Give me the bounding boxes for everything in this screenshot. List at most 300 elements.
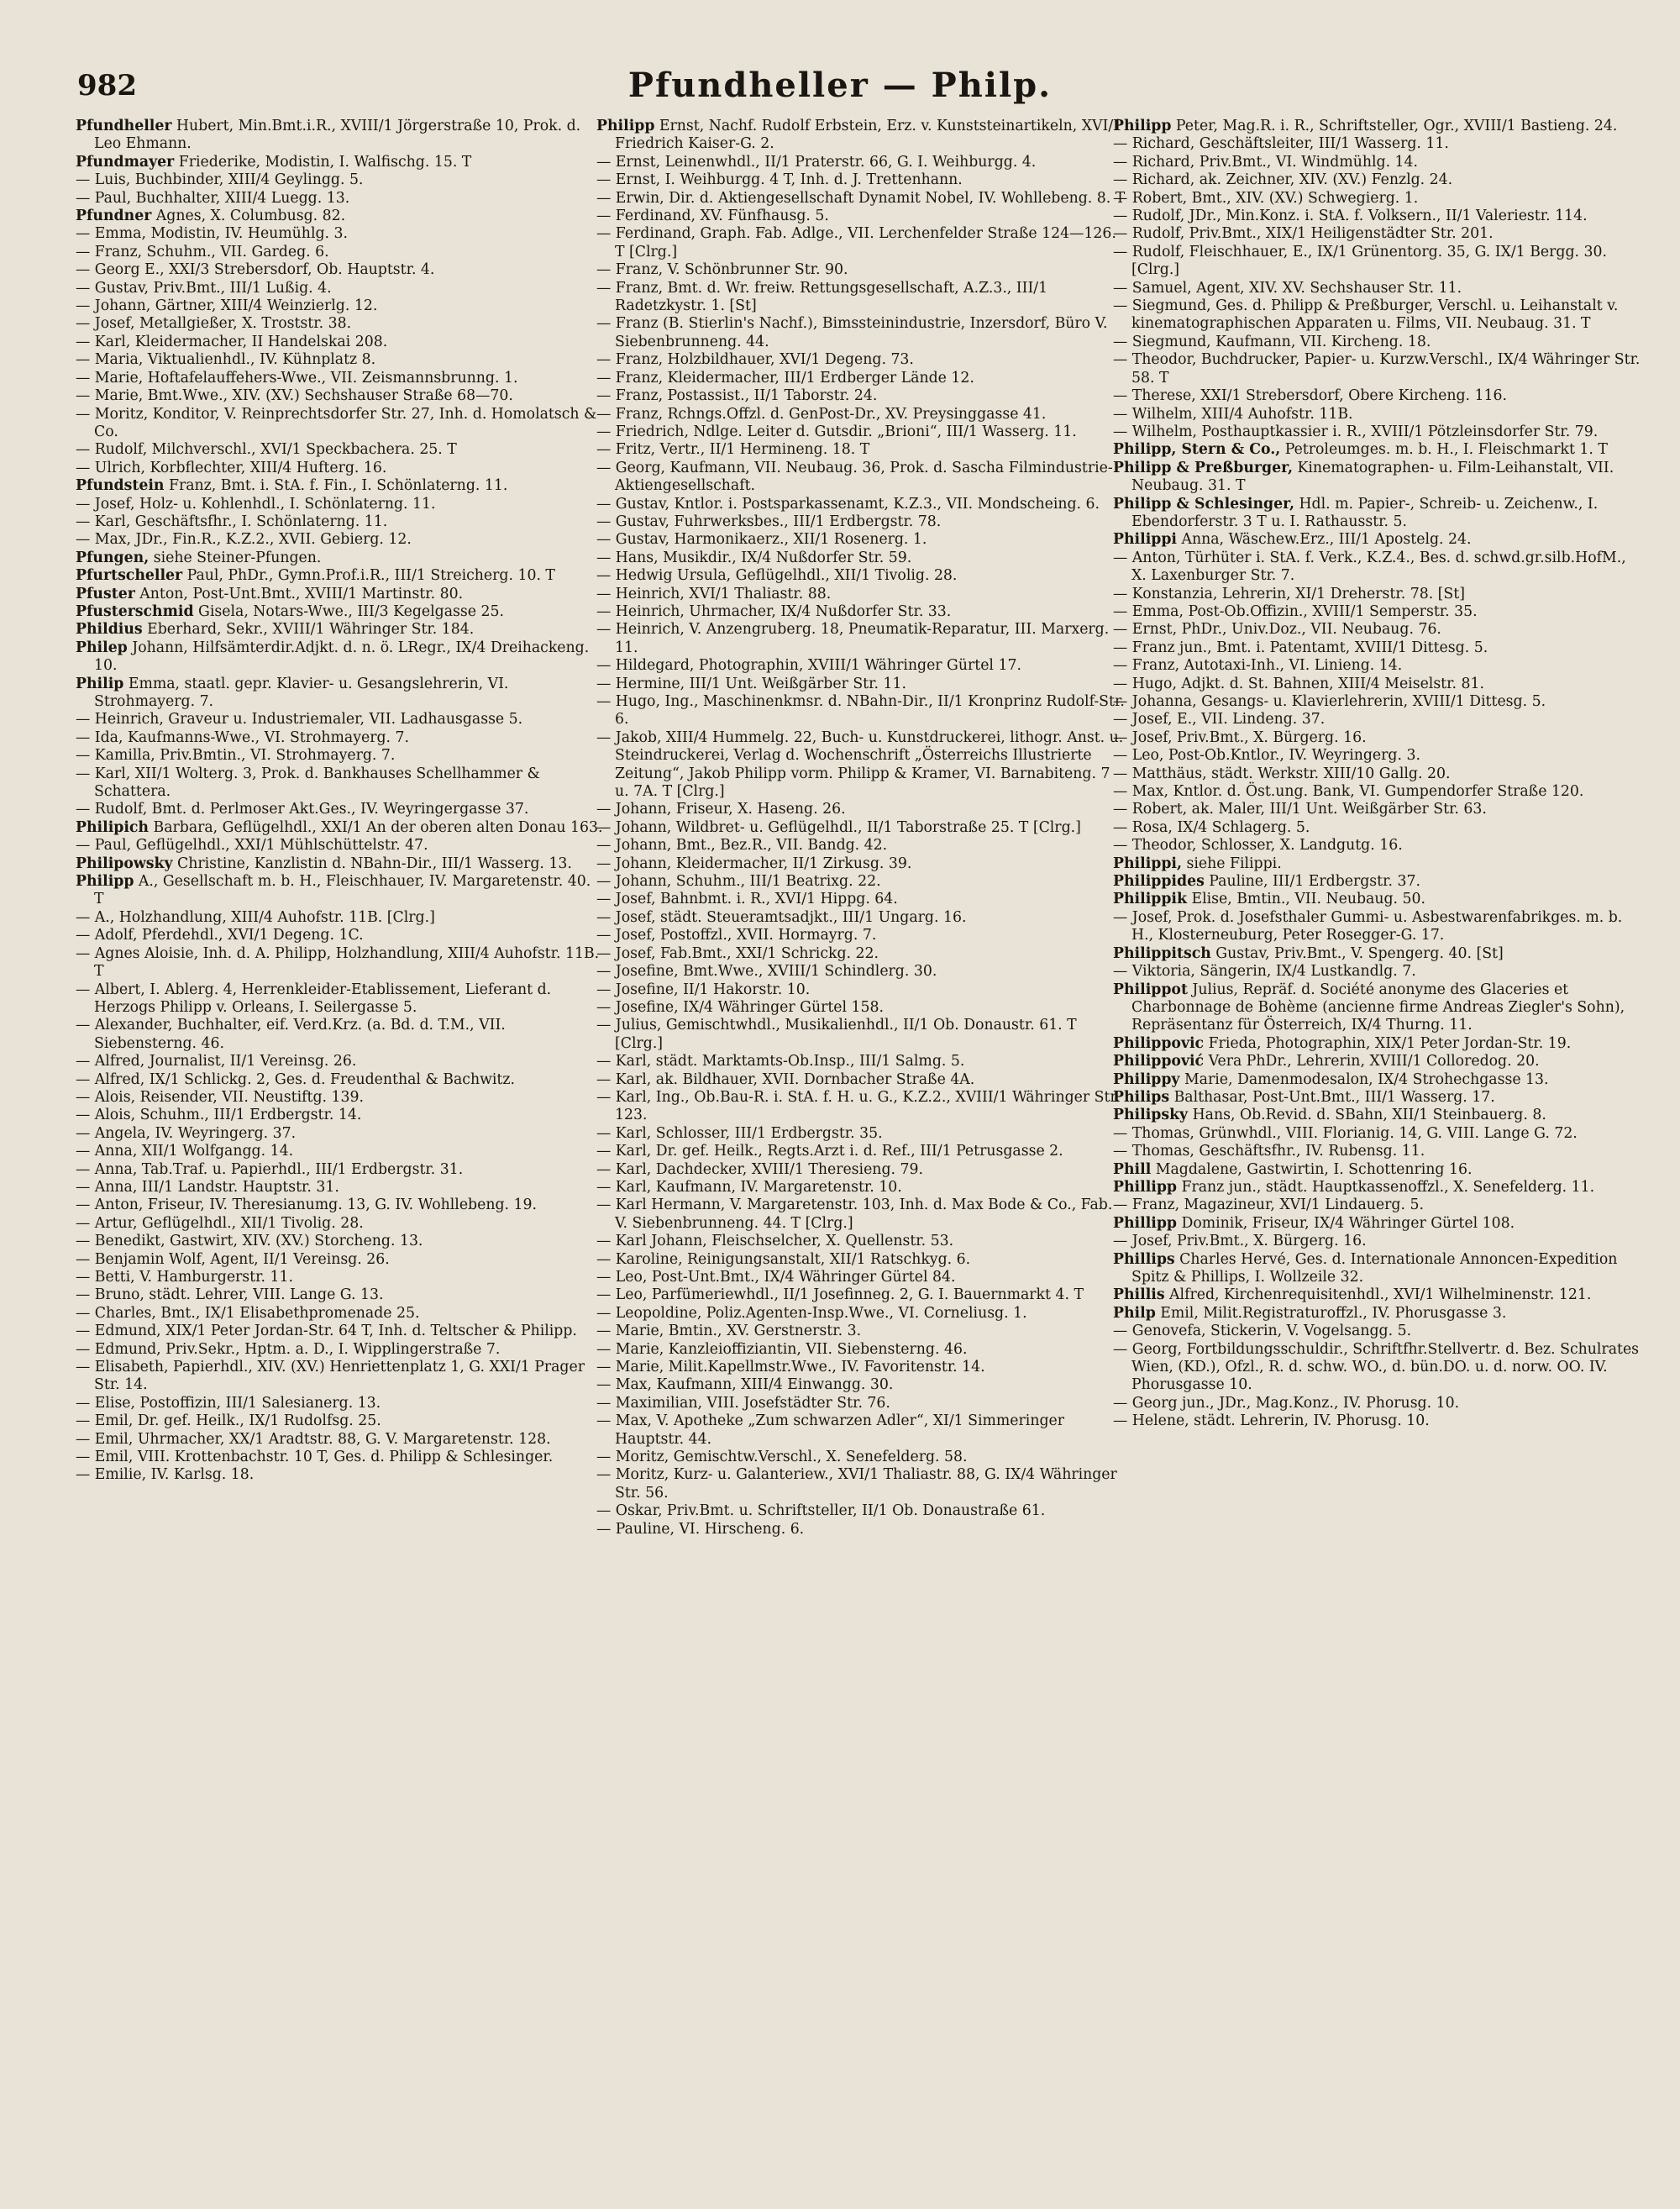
entry-text: — Samuel, Agent, XIV. XV. Sechshauser Str. 11. xyxy=(1113,279,1462,297)
entry-surname: Philipich xyxy=(76,818,149,836)
directory-entry xyxy=(596,981,1126,999)
entry-text: — Max, Kntlor. d. Öst.ung. Bank, VI. Gumpendorfer Straße 120. xyxy=(1113,783,1584,801)
entry-text: — Thomas, Grünwhdl., VIII. Florianig. 14, G. VIII. Lange G. 72. xyxy=(1113,1124,1578,1142)
entry-text: — Franz, Autotaxi-Inh., VI. Linieng. 14. xyxy=(1113,657,1403,675)
directory-entry xyxy=(596,1341,1126,1359)
entry-text: — Josef, städt. Steueramtsadjkt., III/1 Ungarg. 16. xyxy=(596,908,967,926)
entry-text: Marie, Damenmodesalon, IX/4 Strohechgasse 13. xyxy=(1179,1070,1549,1088)
entry-text: — Franz, Bmt. d. Wr. freiw. Rettungsgesellschaft, A.Z.3., III/1 Radetzkystr. 1. [St] xyxy=(596,279,1048,315)
entry-text: Christine, Kanzlistin d. NBahn-Dir., III/1 Wasserg. 13. xyxy=(172,855,572,872)
entry-text: — Angela, IV. Weyringerg. 37. xyxy=(76,1124,297,1142)
directory-entry xyxy=(76,154,605,171)
entry-text: — Anton, Friseur, IV. Theresianumg. 13, G. IV. Wohllebeng. 19. xyxy=(76,1197,538,1214)
entry-text: Hubert, Min.Bmt.i.R., XVIII/1 Jörgerstraße 10, Prok. d. Leo Ehmann. xyxy=(94,118,581,153)
entry-text: Elise, Bmtin., VII. Neubaug. 50. xyxy=(1186,891,1426,908)
directory-entry xyxy=(76,1323,605,1340)
entry-text: — Elisabeth, Papierhdl., XIV. (XV.) Henriettenplatz 1, G. XXI/1 Prager Str. 14. xyxy=(76,1359,585,1394)
directory-entry xyxy=(1113,837,1642,855)
page-number: 982 xyxy=(77,69,137,103)
entry-text: — Johann, Schuhm., III/1 Beatrixg. 22. xyxy=(596,873,881,891)
entry-surname: Pfurtscheller xyxy=(76,567,183,585)
entry-surname: Pfundheller xyxy=(76,118,172,134)
directory-entry xyxy=(596,1449,1126,1466)
directory-entry xyxy=(76,531,605,549)
entry-text: — Karl Johann, Fleischselcher, X. Quellenstr. 53. xyxy=(596,1233,954,1250)
directory-entry xyxy=(596,603,1126,621)
directory-entry xyxy=(76,460,605,477)
entry-text: Franz jun., städt. Hauptkassenoffzl., X. Senefelderg. 11. xyxy=(1177,1178,1595,1196)
directory-entry xyxy=(76,1466,605,1484)
directory-entry xyxy=(1113,1035,1642,1053)
entry-text: — Johann, Wildbret- u. Geflügelhdl., II/1 Taborstraße 25. T [Clrg.] xyxy=(596,818,1081,836)
directory-entry xyxy=(76,945,605,981)
entry-text: — Karl, Dachdecker, XVIII/1 Theresieng. 79. xyxy=(596,1160,923,1178)
entry-text: — Karl, Dr. gef. Heilk., Regts.Arzt i. d. Ref., III/1 Petrusgasse 2. xyxy=(596,1143,1063,1160)
directory-entry xyxy=(76,567,605,585)
entry-text: — Max, JDr., Fin.R., K.Z.2., XVII. Gebierg. 12. xyxy=(76,531,412,549)
entry-surname: Pfundner xyxy=(76,208,152,225)
entry-text: — Heinrich, V. Anzengruberg. 18, Pneumatik-Reparatur, III. Marxerg. 11. xyxy=(596,621,1110,656)
entry-text: — Karl, Kleidermacher, II Handelskai 208. xyxy=(76,333,388,350)
entry-text: — Emil, Dr. gef. Heilk., IX/1 Rudolfsg. 25. xyxy=(76,1412,381,1430)
directory-entry xyxy=(1113,244,1642,280)
directory-entry xyxy=(76,1305,605,1323)
directory-entry xyxy=(1113,603,1642,621)
directory-entry xyxy=(76,351,605,369)
entry-surname: Philippides xyxy=(1113,873,1205,891)
entry-text: — Franz, Schuhm., VII. Gardeg. 6. xyxy=(76,243,329,260)
entry-surname: Philipp xyxy=(1113,118,1172,134)
directory-entry xyxy=(596,423,1126,441)
directory-entry xyxy=(76,244,605,261)
column-3 xyxy=(1113,118,1642,1431)
directory-entry xyxy=(1113,1053,1642,1070)
entry-text: — Robert, ak. Maler, III/1 Unt. Weißgärber Str. 63. xyxy=(1113,801,1487,818)
directory-entry xyxy=(1113,693,1642,711)
entry-text: — Genovefa, Stickerin, V. Vogelsangg. 5. xyxy=(1113,1323,1412,1340)
directory-entry xyxy=(596,460,1126,496)
entry-text: Frieda, Photographin, XIX/1 Peter Jordan-Str. 19. xyxy=(1204,1034,1572,1052)
entry-text: Kinematographen- u. Film-Leihanstalt, VII. Neubaug. 31. T xyxy=(1131,459,1614,495)
entry-text: Friederike, Modistin, I. Walfischg. 15. T xyxy=(174,153,472,171)
entry-surname: Philippović xyxy=(1113,1053,1205,1070)
directory-entry xyxy=(76,1143,605,1160)
directory-entry xyxy=(76,819,605,837)
directory-entry xyxy=(596,586,1126,603)
directory-entry xyxy=(76,1233,605,1250)
directory-entry xyxy=(596,550,1126,567)
entry-text: — Leo, Post-Unt.Bmt., IX/4 Währinger Gürtel 84. xyxy=(596,1269,956,1286)
directory-entry xyxy=(76,586,605,603)
directory-entry xyxy=(76,550,605,567)
directory-entry xyxy=(596,118,1126,154)
directory-entry xyxy=(596,1143,1126,1160)
entry-text: — Elise, Postoffizin, III/1 Salesianerg. 13. xyxy=(76,1394,381,1412)
directory-entry xyxy=(1113,531,1642,549)
entry-text: Gisela, Notars-Wwe., III/3 Kegelgasse 25. xyxy=(193,602,504,620)
directory-entry xyxy=(1113,1179,1642,1197)
entry-surname: Phillis xyxy=(1113,1286,1165,1304)
directory-entry xyxy=(76,603,605,621)
directory-entry xyxy=(1113,423,1642,441)
entry-text: — Emil, Uhrmacher, XX/1 Aradtstr. 88, G. V. Margaretenstr. 128. xyxy=(76,1430,551,1448)
entry-text: siehe Filippi. xyxy=(1182,855,1282,872)
entry-text: — Leo, Parfümeriewhdl., II/1 Josefinneg. 2, G. I. Bauernmarkt 4. T xyxy=(596,1286,1084,1304)
directory-entry xyxy=(596,1053,1126,1070)
directory-entry xyxy=(76,1215,605,1233)
directory-entry xyxy=(596,945,1126,963)
entry-text: — Josef, E., VII. Lindeng. 37. xyxy=(1113,711,1326,728)
entry-text: Hdl. m. Papier-, Schreib- u. Zeichenw., I. Ebendorferstr. 3 T u. I. Rathausstr. 5. xyxy=(1131,495,1599,530)
entry-text: — Johann, Kleidermacher, II/1 Zirkusg. 39. xyxy=(596,855,912,872)
entry-text: — Siegmund, Ges. d. Philipp & Preßburger, Verschl. u. Leihanstalt v. kinematographischen Apparaten u. Films, VII. Neubaug. 31. T xyxy=(1113,297,1619,333)
entry-text: — Max, Kaufmann, XIII/4 Einwangg. 30. xyxy=(596,1376,894,1394)
entry-text: Magdalene, Gastwirtin, I. Schottenring 16. xyxy=(1151,1160,1473,1178)
entry-text: — Leopoldine, Poliz.Agenten-Insp.Wwe., VI. Corneliusg. 1. xyxy=(596,1304,1027,1322)
directory-entry xyxy=(1113,171,1642,189)
directory-entry xyxy=(596,1197,1126,1233)
entry-text: — Therese, XXI/1 Strebersdorf, Obere Kircheng. 116. xyxy=(1113,387,1507,405)
entry-text: Hans, Ob.Revid. d. SBahn, XII/1 Steinbauerg. 8. xyxy=(1188,1107,1546,1124)
entry-surname: Philippi xyxy=(1113,531,1177,549)
directory-entry xyxy=(596,513,1126,531)
entry-text: — Karl Hermann, V. Margaretenstr. 103, Inh. d. Max Bode & Co., Fab. V. Siebenbrunneng. 44. T [Clrg.] xyxy=(596,1197,1113,1232)
entry-text: — Marie, Bmtin., XV. Gerstnerstr. 3. xyxy=(596,1323,862,1340)
entry-text: — Gustav, Kntlor. i. Postsparkassenamt, K.Z.3., VII. Mondscheing. 6. xyxy=(596,495,1100,513)
directory-entry xyxy=(1113,1251,1642,1287)
entry-text: — Rudolf, Priv.Bmt., XIX/1 Heiligenstädter Str. 201. xyxy=(1113,225,1494,243)
entry-text: — Franz, Postassist., II/1 Taborstr. 24. xyxy=(596,387,878,405)
directory-entry xyxy=(76,190,605,208)
entry-text: — Karl, ak. Bildhauer, XVII. Dornbacher Straße 4A. xyxy=(596,1070,975,1088)
directory-entry xyxy=(76,297,605,315)
entry-text: — Alois, Schuhm., III/1 Erdbergstr. 14. xyxy=(76,1107,362,1124)
directory-entry xyxy=(596,1179,1126,1197)
entry-text: — Josef, Holz- u. Kohlenhdl., I. Schönlaterng. 11. xyxy=(76,495,436,513)
entry-text: — Wilhelm, XIII/4 Auhofstr. 11B. xyxy=(1113,405,1353,423)
entry-surname: Philippik xyxy=(1113,891,1187,908)
directory-entry xyxy=(1113,765,1642,783)
directory-entry xyxy=(1113,118,1642,135)
directory-entry xyxy=(596,909,1126,927)
entry-text: — Alfred, IX/1 Schlickg. 2, Ges. d. Freudenthal & Bachwitz. xyxy=(76,1070,515,1088)
directory-entry xyxy=(596,441,1126,459)
directory-entry xyxy=(76,981,605,1018)
directory-entry xyxy=(1113,747,1642,765)
directory-entry xyxy=(596,1521,1126,1538)
entry-text: — Karl, XII/1 Wolterg. 3, Prok. d. Bankhauses Schellhammer & Schattera. xyxy=(76,765,540,801)
entry-text: — Agnes Aloisie, Inh. d. A. Philipp, Holzhandlung, XIII/4 Auhofstr. 11B. T xyxy=(76,944,600,981)
entry-text: — Helene, städt. Lehrerin, IV. Phorusg. 10. xyxy=(1113,1412,1430,1430)
entry-text: — Franz, Holzbildhauer, XVI/1 Degeng. 73. xyxy=(596,351,914,369)
directory-entry xyxy=(596,1412,1126,1449)
entry-text: — Franz (B. Stierlin's Nachf.), Bimssteinindustrie, Inzersdorf, Büro V. Siebenbrunneng. 44. xyxy=(596,315,1108,350)
entry-text: — Friedrich, Ndlge. Leiter d. Gutsdir. „Brioni“, III/1 Wasserg. 11. xyxy=(596,423,1077,440)
directory-entry xyxy=(596,1089,1126,1125)
entry-surname: Philippitsch xyxy=(1113,944,1211,962)
directory-entry xyxy=(1113,1197,1642,1214)
directory-entry xyxy=(76,1341,605,1359)
entry-text: — Hugo, Adjkt. d. St. Bahnen, XIII/4 Meiselstr. 81. xyxy=(1113,675,1484,692)
directory-entry xyxy=(1113,154,1642,171)
entry-text: — Pauline, VI. Hirscheng. 6. xyxy=(596,1520,805,1538)
entry-text: — Josefine, IX/4 Währinger Gürtel 158. xyxy=(596,998,885,1016)
entry-text: — Alfred, Journalist, II/1 Vereinsg. 26. xyxy=(76,1053,357,1070)
directory-entry xyxy=(1113,460,1642,496)
directory-entry xyxy=(1113,1143,1642,1160)
directory-entry xyxy=(76,927,605,944)
directory-entry xyxy=(76,837,605,855)
directory-entry xyxy=(1113,1233,1642,1250)
directory-entry xyxy=(596,406,1126,423)
directory-entry xyxy=(596,280,1126,316)
directory-entry xyxy=(596,1233,1126,1250)
entry-text: — Johanna, Gesangs- u. Klavierlehrerin, XVIII/1 Dittesg. 5. xyxy=(1113,693,1546,710)
entry-text: Franz, Bmt. i. StA. f. Fin., I. Schönlaterng. 11. xyxy=(164,477,508,495)
entry-text: — Gustav, Fuhrwerksbes., III/1 Erdbergstr. 78. xyxy=(596,513,942,530)
entry-text: — Oskar, Priv.Bmt. u. Schriftsteller, II/1 Ob. Donaustraße 61. xyxy=(596,1502,1046,1520)
directory-entry xyxy=(596,1251,1126,1269)
entry-text: — Moritz, Gemischtw.Verschl., X. Senefelderg. 58. xyxy=(596,1449,968,1466)
entry-text: — Ernst, PhDr., Univ.Doz., VII. Neubaug. 76. xyxy=(1113,621,1441,639)
directory-entry xyxy=(1113,1125,1642,1143)
entry-text: — Karl, Schlosser, III/1 Erdbergstr. 35. xyxy=(596,1124,883,1142)
entry-text: — Konstanzia, Lehrerin, XI/1 Dreherstr. 78. [St] xyxy=(1113,585,1465,602)
entry-text: — Theodor, Schlosser, X. Landgutg. 16. xyxy=(1113,837,1403,855)
entry-text: — Rosa, IX/4 Schlagerg. 5. xyxy=(1113,818,1310,836)
directory-entry xyxy=(76,334,605,351)
entry-text: — Robert, Bmt., XIV. (XV.) Schwegierg. 1. xyxy=(1113,189,1419,207)
entry-text: — Hedwig Ursula, Geflügelhdl., XII/1 Tivolig. 28. xyxy=(596,567,958,585)
directory-entry xyxy=(596,963,1126,981)
entry-text: — Julius, Gemischtwhdl., Musikalienhdl., II/1 Ob. Donaustr. 61. T [Clrg.] xyxy=(596,1017,1077,1052)
entry-text: — Ida, Kaufmanns-Wwe., VI. Strohmayerg. 7. xyxy=(76,728,410,746)
entry-text: — Ulrich, Korbflechter, XIII/4 Hufterg. 16. xyxy=(76,459,387,476)
entry-text: Alfred, Kirchenrequisitenhdl., XVI/1 Wilhelminenstr. 121. xyxy=(1164,1286,1592,1304)
entry-text: — Georg, Kaufmann, VII. Neubaug. 36, Prok. d. Sascha Filmindustrie-Aktiengesellschaft. xyxy=(596,459,1113,495)
entry-text: — Ernst, I. Weihburgg. 4 T, Inh. d. J. Trettenhann. xyxy=(596,171,963,189)
directory-entry xyxy=(596,225,1126,261)
directory-entry xyxy=(1113,1323,1642,1340)
directory-entry xyxy=(76,909,605,927)
entry-text: — Josef, Metallgießer, X. Troststr. 38. xyxy=(76,315,352,333)
directory-entry xyxy=(596,154,1126,171)
entry-text: — Franz jun., Bmt. i. Patentamt, XVIII/1 Dittesg. 5. xyxy=(1113,639,1488,656)
directory-entry xyxy=(596,531,1126,549)
directory-entry xyxy=(596,1376,1126,1394)
directory-entry xyxy=(596,387,1126,405)
directory-entry xyxy=(596,819,1126,837)
entry-text: — Artur, Geflügelhdl., XII/1 Tivolig. 28. xyxy=(76,1214,364,1232)
entry-text: — Heinrich, XVI/1 Thaliastr. 88. xyxy=(596,585,832,602)
directory-entry xyxy=(1113,909,1642,945)
entry-text: — Richard, Priv.Bmt., VI. Windmühlg. 14. xyxy=(1113,153,1419,171)
entry-text: — Luis, Buchbinder, XIII/4 Geylingg. 5. xyxy=(76,171,364,189)
directory-entry xyxy=(76,801,605,818)
entry-surname: Pfundstein xyxy=(76,477,165,495)
entry-text: — Wilhelm, Posthauptkassier i. R., XVIII/1 Pötzleinsdorfer Str. 79. xyxy=(1113,423,1599,440)
entry-text: — Rudolf, Bmt. d. Perlmoser Akt.Ges., IV. Weyringergasse 37. xyxy=(76,801,529,818)
entry-text: Anna, Wäschew.Erz., III/1 Apostelg. 24. xyxy=(1177,531,1472,549)
entry-text: — Fritz, Vertr., II/1 Hermineng. 18. T xyxy=(596,441,870,459)
directory-entry xyxy=(76,747,605,765)
directory-entry xyxy=(76,1071,605,1089)
entry-text: — Rudolf, Fleischhauer, E., IX/1 Grünentorg. 35, G. IX/1 Bergg. 30. [Clrg.] xyxy=(1113,243,1608,279)
entry-text: Gustav, Priv.Bmt., V. Spengerg. 40. [St] xyxy=(1210,944,1504,962)
entry-text: — Josef, Priv.Bmt., X. Bürgerg. 16. xyxy=(1113,728,1367,746)
entry-text: Vera PhDr., Lehrerin, XVIII/1 Colloredog. 20. xyxy=(1204,1053,1540,1070)
directory-entry xyxy=(1113,657,1642,675)
entry-surname: Phillips xyxy=(1113,1250,1175,1268)
directory-entry xyxy=(596,1323,1126,1340)
directory-entry xyxy=(76,1359,605,1395)
entry-text: Julius, Repräf. d. Société anonyme des Glaceries et Charbonnage de Bohème (ancienne firme Andreas Ziegler's Sohn), Repräsentanz für Österreich, IX/4 Thurng. 11. xyxy=(1131,981,1625,1034)
entry-surname: Philippot xyxy=(1113,981,1188,998)
entry-text: Johann, Hilfsämterdir.Adjkt. d. n. ö. LRegr., IX/4 Dreihackeng. 10. xyxy=(94,639,590,675)
entry-text: — Charles, Bmt., IX/1 Elisabethpromenade 25. xyxy=(76,1304,420,1322)
directory-entry xyxy=(596,1161,1126,1179)
directory-entry xyxy=(76,513,605,531)
entry-text: — Franz, Rchngs.Offzl. d. GenPost-Dr., XV. Preysinggasse 41. xyxy=(596,405,1047,423)
running-head: Pfundheller — Philp. xyxy=(627,66,1053,105)
directory-entry xyxy=(1113,855,1642,873)
directory-entry xyxy=(1113,711,1642,728)
entry-text: — Marie, Milit.Kapellmstr.Wwe., IV. Favoritenstr. 14. xyxy=(596,1359,985,1376)
entry-text: Agnes, X. Columbusg. 82. xyxy=(151,208,346,225)
entry-surname: Pfundmayer xyxy=(76,153,175,171)
directory-entry xyxy=(1113,1215,1642,1233)
directory-entry xyxy=(596,729,1126,802)
directory-entry xyxy=(1113,1161,1642,1179)
entry-text: — Moritz, Konditor, V. Reinprechtsdorfer Str. 27, Inh. d. Homolatsch & Co. xyxy=(76,405,597,440)
directory-entry xyxy=(76,676,605,712)
entry-text: — Edmund, Priv.Sekr., Hptm. a. D., I. Wipplingerstraße 7. xyxy=(76,1340,501,1358)
entry-text: — Anton, Türhüter i. StA. f. Verk., K.Z.4., Bes. d. schwd.gr.silb.HofM., X. Laxenburger Str. 7. xyxy=(1113,549,1626,585)
column-2 xyxy=(596,118,1126,1538)
entry-text: — Marie, Hoftafelauffehers-Wwe., VII. Zeismannsbrunng. 1. xyxy=(76,369,518,387)
directory-entry xyxy=(596,1017,1126,1053)
directory-entry xyxy=(596,855,1126,873)
entry-text: — Emma, Modistin, IV. Heumühlg. 3. xyxy=(76,225,349,243)
directory-entry xyxy=(596,676,1126,693)
directory-entry xyxy=(596,1466,1126,1502)
directory-entry xyxy=(596,621,1126,657)
directory-entry xyxy=(596,261,1126,279)
entry-text: — Karl, städt. Marktamts-Ob.Insp., III/1 Salmg. 5. xyxy=(596,1053,965,1070)
entry-text: Petroleumges. m. b. H., I. Fleischmarkt 1. T xyxy=(1280,441,1608,459)
directory-entry xyxy=(76,1412,605,1430)
column-1 xyxy=(76,118,605,1485)
directory-entry xyxy=(596,693,1126,729)
entry-text: — Adolf, Pferdehdl., XVI/1 Degeng. 1C. xyxy=(76,927,364,944)
directory-entry xyxy=(1113,676,1642,693)
entry-text: — Karoline, Reinigungsanstalt, XII/1 Ratschkyg. 6. xyxy=(596,1250,971,1268)
directory-entry xyxy=(596,351,1126,369)
entry-text: — Paul, Buchhalter, XIII/4 Luegg. 13. xyxy=(76,189,350,207)
entry-text: — Johann, Bmt., Bez.R., VII. Bandg. 42. xyxy=(596,837,888,855)
directory-entry xyxy=(76,621,605,639)
directory-entry xyxy=(76,496,605,513)
entry-text: — Gustav, Harmonikaerz., XII/1 Rosenerg. 1. xyxy=(596,531,927,549)
directory-entry xyxy=(1113,891,1642,908)
directory-entry xyxy=(1113,297,1642,334)
entry-text: Pauline, III/1 Erdbergstr. 37. xyxy=(1204,873,1420,891)
directory-entry xyxy=(76,1053,605,1070)
entry-text: — Josefine, II/1 Hakorstr. 10. xyxy=(596,981,811,998)
entry-text: — Paul, Geflügelhdl., XXI/1 Mühlschüttelstr. 47. xyxy=(76,837,428,855)
entry-text: — Benjamin Wolf, Agent, II/1 Vereinsg. 26. xyxy=(76,1250,390,1268)
entry-text: — Albert, I. Ablerg. 4, Herrenkleider-Etablissement, Lieferant d. Herzogs Philipp v. Orleans, I. Seilergasse 5. xyxy=(76,981,552,1016)
entry-text: — Heinrich, Graveur u. Industriemaler, VII. Ladhausgasse 5. xyxy=(76,711,523,728)
entry-text: — Karl, Ing., Ob.Bau-R. i. StA. f. H. u. G., K.Z.2., XVIII/1 Währinger Str. 123. xyxy=(596,1088,1121,1124)
entry-text: — Emilie, IV. Karlsg. 18. xyxy=(76,1466,255,1484)
entry-text: — Rudolf, Milchverschl., XVI/1 Speckbachera. 25. T xyxy=(76,441,457,459)
entry-text: — Edmund, XIX/1 Peter Jordan-Str. 64 T, Inh. d. Teltscher & Philipp. xyxy=(76,1323,577,1340)
directory-entry xyxy=(1113,1341,1642,1395)
entry-text: — Leo, Post-Ob.Kntlor., IV. Weyringerg. 3. xyxy=(1113,747,1420,765)
directory-entry xyxy=(1113,945,1642,963)
directory-entry xyxy=(1113,873,1642,891)
directory-entry xyxy=(596,801,1126,818)
directory-entry xyxy=(76,1269,605,1286)
directory-entry xyxy=(596,208,1126,225)
entry-text: — Erwin, Dir. d. Aktiengesellschaft Dynamit Nobel, IV. Wohllebeng. 8. T xyxy=(596,189,1126,207)
entry-text: — Bruno, städt. Lehrer, VIII. Lange G. 13. xyxy=(76,1286,384,1304)
directory-entry xyxy=(1113,729,1642,747)
directory-entry xyxy=(596,315,1126,351)
entry-text: — Max, V. Apotheke „Zum schwarzen Adler“, XI/1 Simmeringer Hauptstr. 44. xyxy=(596,1412,1064,1448)
directory-entry xyxy=(1113,225,1642,243)
entry-text: siehe Steiner-Pfungen. xyxy=(149,549,322,566)
directory-entry xyxy=(76,639,605,676)
entry-surname: Philips xyxy=(1113,1088,1170,1106)
entry-text: — Georg jun., JDr., Mag.Konz., IV. Phorusg. 10. xyxy=(1113,1394,1460,1412)
directory-entry xyxy=(76,1286,605,1304)
entry-text: — Emma, Post-Ob.Offizin., XVIII/1 Semperstr. 35. xyxy=(1113,602,1478,620)
directory-entry xyxy=(76,315,605,333)
directory-entry xyxy=(76,387,605,405)
entry-text: Peter, Mag.R. i. R., Schriftsteller, Ogr., XVIII/1 Bastieng. 24. xyxy=(1171,118,1618,134)
entry-text: Ernst, Nachf. Rudolf Erbstein, Erz. v. Kunststeinartikeln, XVI/1 Friedrich Kaiser-G. 2. xyxy=(615,118,1123,153)
entry-text: — Viktoria, Sängerin, IX/4 Lustkandlg. 7. xyxy=(1113,963,1416,981)
directory-entry xyxy=(76,711,605,728)
directory-entry xyxy=(76,729,605,747)
entry-text: — Josef, Bahnbmt. i. R., XVI/1 Hippg. 64. xyxy=(596,891,898,908)
entry-text: Dominik, Friseur, IX/4 Währinger Gürtel 108. xyxy=(1177,1214,1515,1232)
entry-text: — Johann, Gärtner, XIII/4 Weinzierlg. 12. xyxy=(76,297,378,315)
directory-entry xyxy=(596,567,1126,585)
entry-text: — Franz, Kleidermacher, III/1 Erdberger Lände 12. xyxy=(596,369,974,387)
entry-surname: Philp xyxy=(1113,1304,1156,1322)
directory-entry xyxy=(596,1502,1126,1520)
directory-entry xyxy=(76,171,605,189)
entry-text: — Karl, Geschäftsfhr., I. Schönlaterng. 11. xyxy=(76,513,388,530)
entry-text: — Franz, V. Schönbrunner Str. 90. xyxy=(596,261,848,279)
directory-entry xyxy=(1113,639,1642,657)
entry-text: — Ferdinand, Graph. Fab. Adlge., VII. Lerchenfelder Straße 124—126. T [Clrg.] xyxy=(596,225,1116,260)
directory-entry xyxy=(76,225,605,243)
entry-text: — Heinrich, Uhrmacher, IX/4 Nußdorfer Str. 33. xyxy=(596,602,952,620)
entry-text: — Anna, Tab.Traf. u. Papierhdl., III/1 Erdbergstr. 31. xyxy=(76,1160,464,1178)
directory-entry xyxy=(1113,1089,1642,1107)
directory-entry xyxy=(596,873,1126,891)
entry-text: — Karl, Kaufmann, IV. Margaretenstr. 10. xyxy=(596,1178,902,1196)
entry-surname: Philipp xyxy=(596,118,655,134)
entry-surname: Philipp & Preßburger, xyxy=(1113,459,1293,476)
directory-entry xyxy=(1113,387,1642,405)
directory-entry xyxy=(596,1269,1126,1286)
entry-surname: Pfuster xyxy=(76,585,135,602)
